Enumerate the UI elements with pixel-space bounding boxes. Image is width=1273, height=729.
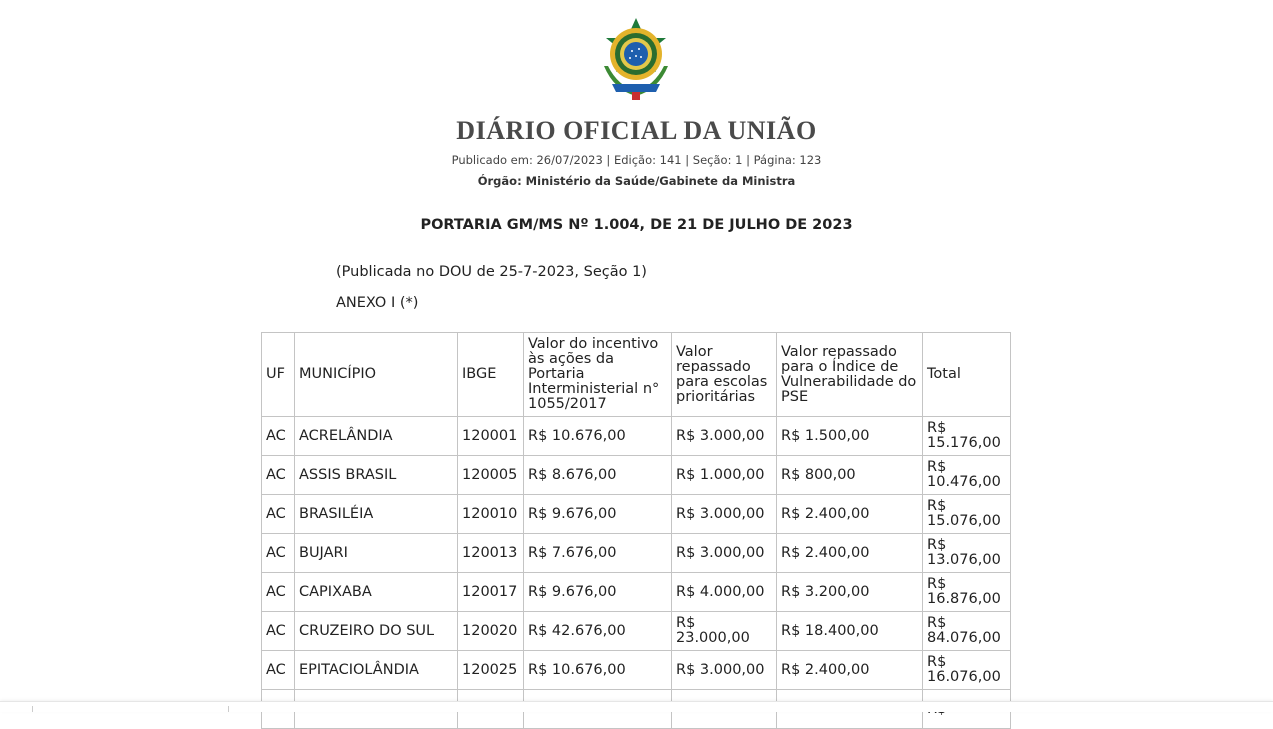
portaria-title: PORTARIA GM/MS Nº 1.004, DE 21 DE JULHO DE 2023 — [420, 217, 853, 233]
table-cell: CRUZEIRO DO SUL — [295, 612, 458, 651]
table-cell: R$ 2.400,00 — [777, 534, 923, 573]
table-cell: R$ 13.076,00 — [923, 534, 1011, 573]
table-cell: 120010 — [458, 495, 524, 534]
table-row — [262, 651, 1011, 690]
table-cell: R$ 2.400,00 — [777, 495, 923, 534]
column-header: UF — [262, 333, 295, 417]
table-cell: R$ 7.676,00 — [524, 534, 672, 573]
table-row — [262, 534, 1011, 573]
table-cell: AC — [262, 534, 295, 573]
table-cell: R$ 10.476,00 — [923, 456, 1011, 495]
table-cell: 120005 — [458, 456, 524, 495]
table-cell: AC — [262, 612, 295, 651]
anexo-label: ANEXO I (*) — [336, 295, 419, 311]
table-cell: R$ 42.676,00 — [524, 612, 672, 651]
bottom-bar — [0, 701, 1273, 712]
table-cell: R$ 8.676,00 — [524, 456, 672, 495]
table-cell: ACRELÂNDIA — [295, 417, 458, 456]
column-header: Valor do incentivo às ações da Portaria Interministerial n° 1055/2017 — [524, 333, 672, 417]
table-cell: ASSIS BRASIL — [295, 456, 458, 495]
table-header-row — [262, 333, 1011, 417]
table-cell: AC — [262, 417, 295, 456]
municipios-table — [261, 332, 1011, 729]
table-cell: R$ 2.400,00 — [777, 651, 923, 690]
table-cell: R$ 18.400,00 — [777, 612, 923, 651]
table-cell: R$ 84.076,00 — [923, 612, 1011, 651]
table-cell: R$ 3.000,00 — [672, 417, 777, 456]
table-cell: R$ 15.176,00 — [923, 417, 1011, 456]
column-header: Valor repassado para o Índice de Vulnerabilidade do PSE — [777, 333, 923, 417]
table-cell: R$ 800,00 — [777, 456, 923, 495]
table-row — [262, 573, 1011, 612]
table-cell: BUJARI — [295, 534, 458, 573]
table-cell: AC — [262, 456, 295, 495]
column-header: Total — [923, 333, 1011, 417]
table-cell: 120025 — [458, 651, 524, 690]
table-cell: 120013 — [458, 534, 524, 573]
table-cell: R$ 9.676,00 — [524, 495, 672, 534]
table-cell: R$ 10.676,00 — [524, 417, 672, 456]
table-cell: R$ 10.676,00 — [524, 651, 672, 690]
table-cell: R$ 3.000,00 — [672, 495, 777, 534]
page-title: DIÁRIO OFICIAL DA UNIÃO — [456, 116, 817, 145]
table-cell: R$ 16.076,00 — [923, 651, 1011, 690]
table-row — [262, 456, 1011, 495]
table-cell: AC — [262, 651, 295, 690]
column-header: Valor repassado para escolas prioritárias — [672, 333, 777, 417]
orgao-info: Órgão: Ministério da Saúde/Gabinete da Ministra — [477, 174, 796, 188]
table-cell: R$ 15.076,00 — [923, 495, 1011, 534]
table-row — [262, 495, 1011, 534]
table-cell: R$ 16.876,00 — [923, 573, 1011, 612]
table-row — [262, 612, 1011, 651]
table-cell: R$ 3.000,00 — [672, 534, 777, 573]
table-cell: 120017 — [458, 573, 524, 612]
table-cell: EPITACIOLÂNDIA — [295, 651, 458, 690]
publication-note: (Publicada no DOU de 25-7-2023, Seção 1) — [336, 264, 647, 280]
table-cell: R$ 23.000,00 — [672, 612, 777, 651]
table-cell: 120020 — [458, 612, 524, 651]
column-header: MUNICÍPIO — [295, 333, 458, 417]
table-row — [262, 417, 1011, 456]
table-cell: R$ 9.676,00 — [524, 573, 672, 612]
table-cell: R$ 1.500,00 — [777, 417, 923, 456]
table-cell: R$ 1.000,00 — [672, 456, 777, 495]
table-cell: BRASILÉIA — [295, 495, 458, 534]
table-cell: AC — [262, 573, 295, 612]
publication-info: Publicado em: 26/07/2023 | Edição: 141 | Seção: 1 | Página: 123 — [451, 153, 822, 167]
brazil-coat-of-arms-icon — [594, 16, 678, 102]
table-cell: AC — [262, 495, 295, 534]
table-cell: R$ 4.000,00 — [672, 573, 777, 612]
table-cell: 120001 — [458, 417, 524, 456]
table-cell: CAPIXABA — [295, 573, 458, 612]
column-header: IBGE — [458, 333, 524, 417]
table-cell: R$ 3.000,00 — [672, 651, 777, 690]
table-cell: R$ 3.200,00 — [777, 573, 923, 612]
